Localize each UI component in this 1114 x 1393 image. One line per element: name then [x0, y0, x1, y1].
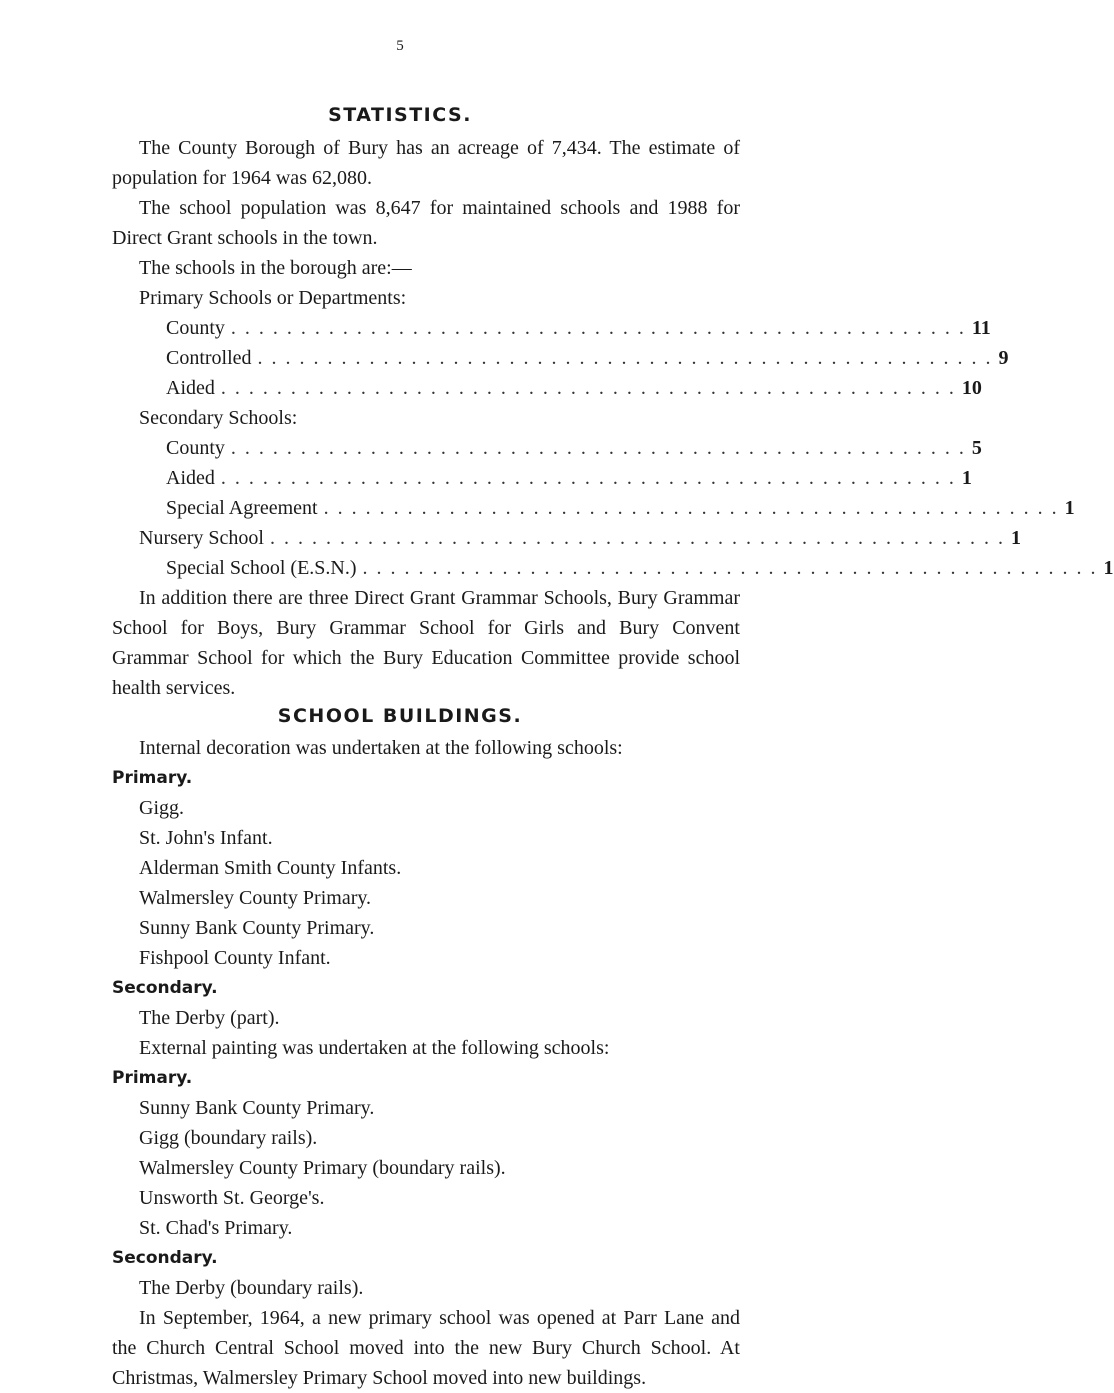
- school-population-paragraph: The school population was 8,647 for maintained schools and 1988 for Direct Grant schools in the town.: [112, 197, 740, 249]
- list-item: Unsworth St. George's.: [139, 1187, 325, 1209]
- secondary-schools-label: Secondary Schools:: [139, 407, 298, 429]
- external-painting-intro: External painting was undertaken at the following schools:: [139, 1037, 610, 1059]
- leader-dots: . . . . . . . . . . . . . . . . . . . . . . . . . . . . . . . . . . . . . . . . . . . . . . . . . . . . .: [257, 347, 993, 369]
- list-item: St. John's Infant.: [139, 827, 273, 849]
- leader-dots: . . . . . . . . . . . . . . . . . . . . . . . . . . . . . . . . . . . . . . . . . . . . . . . . . . . . .: [230, 317, 966, 339]
- row-label: Aided: [166, 377, 215, 399]
- acreage-paragraph: The County Borough of Bury has an acreage of 7,434. The estimate of population for 1964 was 62,080.: [112, 137, 740, 189]
- row-value: 9: [998, 347, 1009, 369]
- primary-schools-label: Primary Schools or Departments:: [139, 287, 407, 309]
- row-value: 1: [1064, 497, 1075, 519]
- list-item: Fishpool County Infant.: [139, 947, 331, 969]
- table-row-secondary-aided: [166, 463, 972, 493]
- table-row-nursery: [139, 523, 1021, 553]
- list-item: Gigg.: [139, 797, 184, 819]
- leader-dots: . . . . . . . . . . . . . . . . . . . . . . . . . . . . . . . . . . . . . . . . . . . . . . . . . . . . .: [220, 467, 956, 489]
- page-number: 5: [396, 38, 404, 54]
- list-item: Walmersley County Primary.: [139, 887, 372, 909]
- list-item: Walmersley County Primary (boundary rails).: [139, 1157, 506, 1179]
- leader-dots: . . . . . . . . . . . . . . . . . . . . . . . . . . . . . . . . . . . . . . . . . . . . . . . . . . . . .: [220, 377, 956, 399]
- schools-intro-line: The schools in the borough are:—: [139, 257, 412, 279]
- leader-dots: . . . . . . . . . . . . . . . . . . . . . . . . . . . . . . . . . . . . . . . . . . . . . . . . . . . . .: [230, 437, 966, 459]
- list-item: Sunny Bank County Primary.: [139, 917, 375, 939]
- row-value: 1: [1010, 527, 1021, 549]
- table-row-special-agreement: [166, 493, 1075, 523]
- table-row-primary-controlled: [166, 343, 1009, 373]
- row-label: Aided: [166, 467, 215, 489]
- row-label: County: [166, 317, 225, 339]
- table-row-primary-aided: [166, 373, 982, 403]
- list-item: The Derby (boundary rails).: [139, 1277, 364, 1299]
- row-value: 5: [971, 437, 982, 459]
- table-row-special-school: [166, 553, 1114, 583]
- primary-subheading: Primary.: [112, 1068, 193, 1088]
- row-value: 1: [1103, 557, 1114, 579]
- row-label: County: [166, 437, 225, 459]
- table-row-secondary-county: [166, 433, 982, 463]
- list-item: Gigg (boundary rails).: [139, 1127, 318, 1149]
- row-label: Controlled: [166, 347, 252, 369]
- school-buildings-heading: SCHOOL BUILDINGS.: [277, 705, 523, 727]
- row-value: 11: [971, 317, 991, 339]
- list-item: St. Chad's Primary.: [139, 1217, 293, 1239]
- row-value: 10: [961, 377, 982, 399]
- row-label: Special Agreement: [166, 497, 318, 519]
- leader-dots: . . . . . . . . . . . . . . . . . . . . . . . . . . . . . . . . . . . . . . . . . . . . . . . . . . . . .: [362, 557, 1098, 579]
- row-value: 1: [961, 467, 972, 489]
- list-item: Sunny Bank County Primary.: [139, 1097, 375, 1119]
- row-label: Nursery School: [139, 527, 264, 549]
- internal-decoration-intro: Internal decoration was undertaken at the following schools:: [139, 737, 623, 759]
- primary-subheading: Primary.: [112, 768, 193, 788]
- table-row-primary-county: [166, 313, 991, 343]
- list-item: The Derby (part).: [139, 1007, 280, 1029]
- secondary-subheading: Secondary.: [112, 978, 218, 998]
- direct-grant-paragraph: In addition there are three Direct Grant Grammar Schools, Bury Grammar School for Boys, Bury Grammar School for Girls and Bury Convent Grammar School for which the Bury Education Committee provide school health services.: [112, 587, 740, 699]
- secondary-subheading: Secondary.: [112, 1248, 218, 1268]
- closing-paragraph: In September, 1964, a new primary school was opened at Parr Lane and the Church Central School moved into the new Bury Church School. At Christmas, Walmersley Primary School moved into new buildings.: [112, 1307, 740, 1389]
- statistics-heading: STATISTICS.: [328, 104, 472, 126]
- leader-dots: . . . . . . . . . . . . . . . . . . . . . . . . . . . . . . . . . . . . . . . . . . . . . . . . . . . . .: [323, 497, 1059, 519]
- list-item: Alderman Smith County Infants.: [139, 857, 402, 879]
- leader-dots: . . . . . . . . . . . . . . . . . . . . . . . . . . . . . . . . . . . . . . . . . . . . . . . . . . . . .: [269, 527, 1005, 549]
- row-label: Special School (E.S.N.): [166, 557, 357, 579]
